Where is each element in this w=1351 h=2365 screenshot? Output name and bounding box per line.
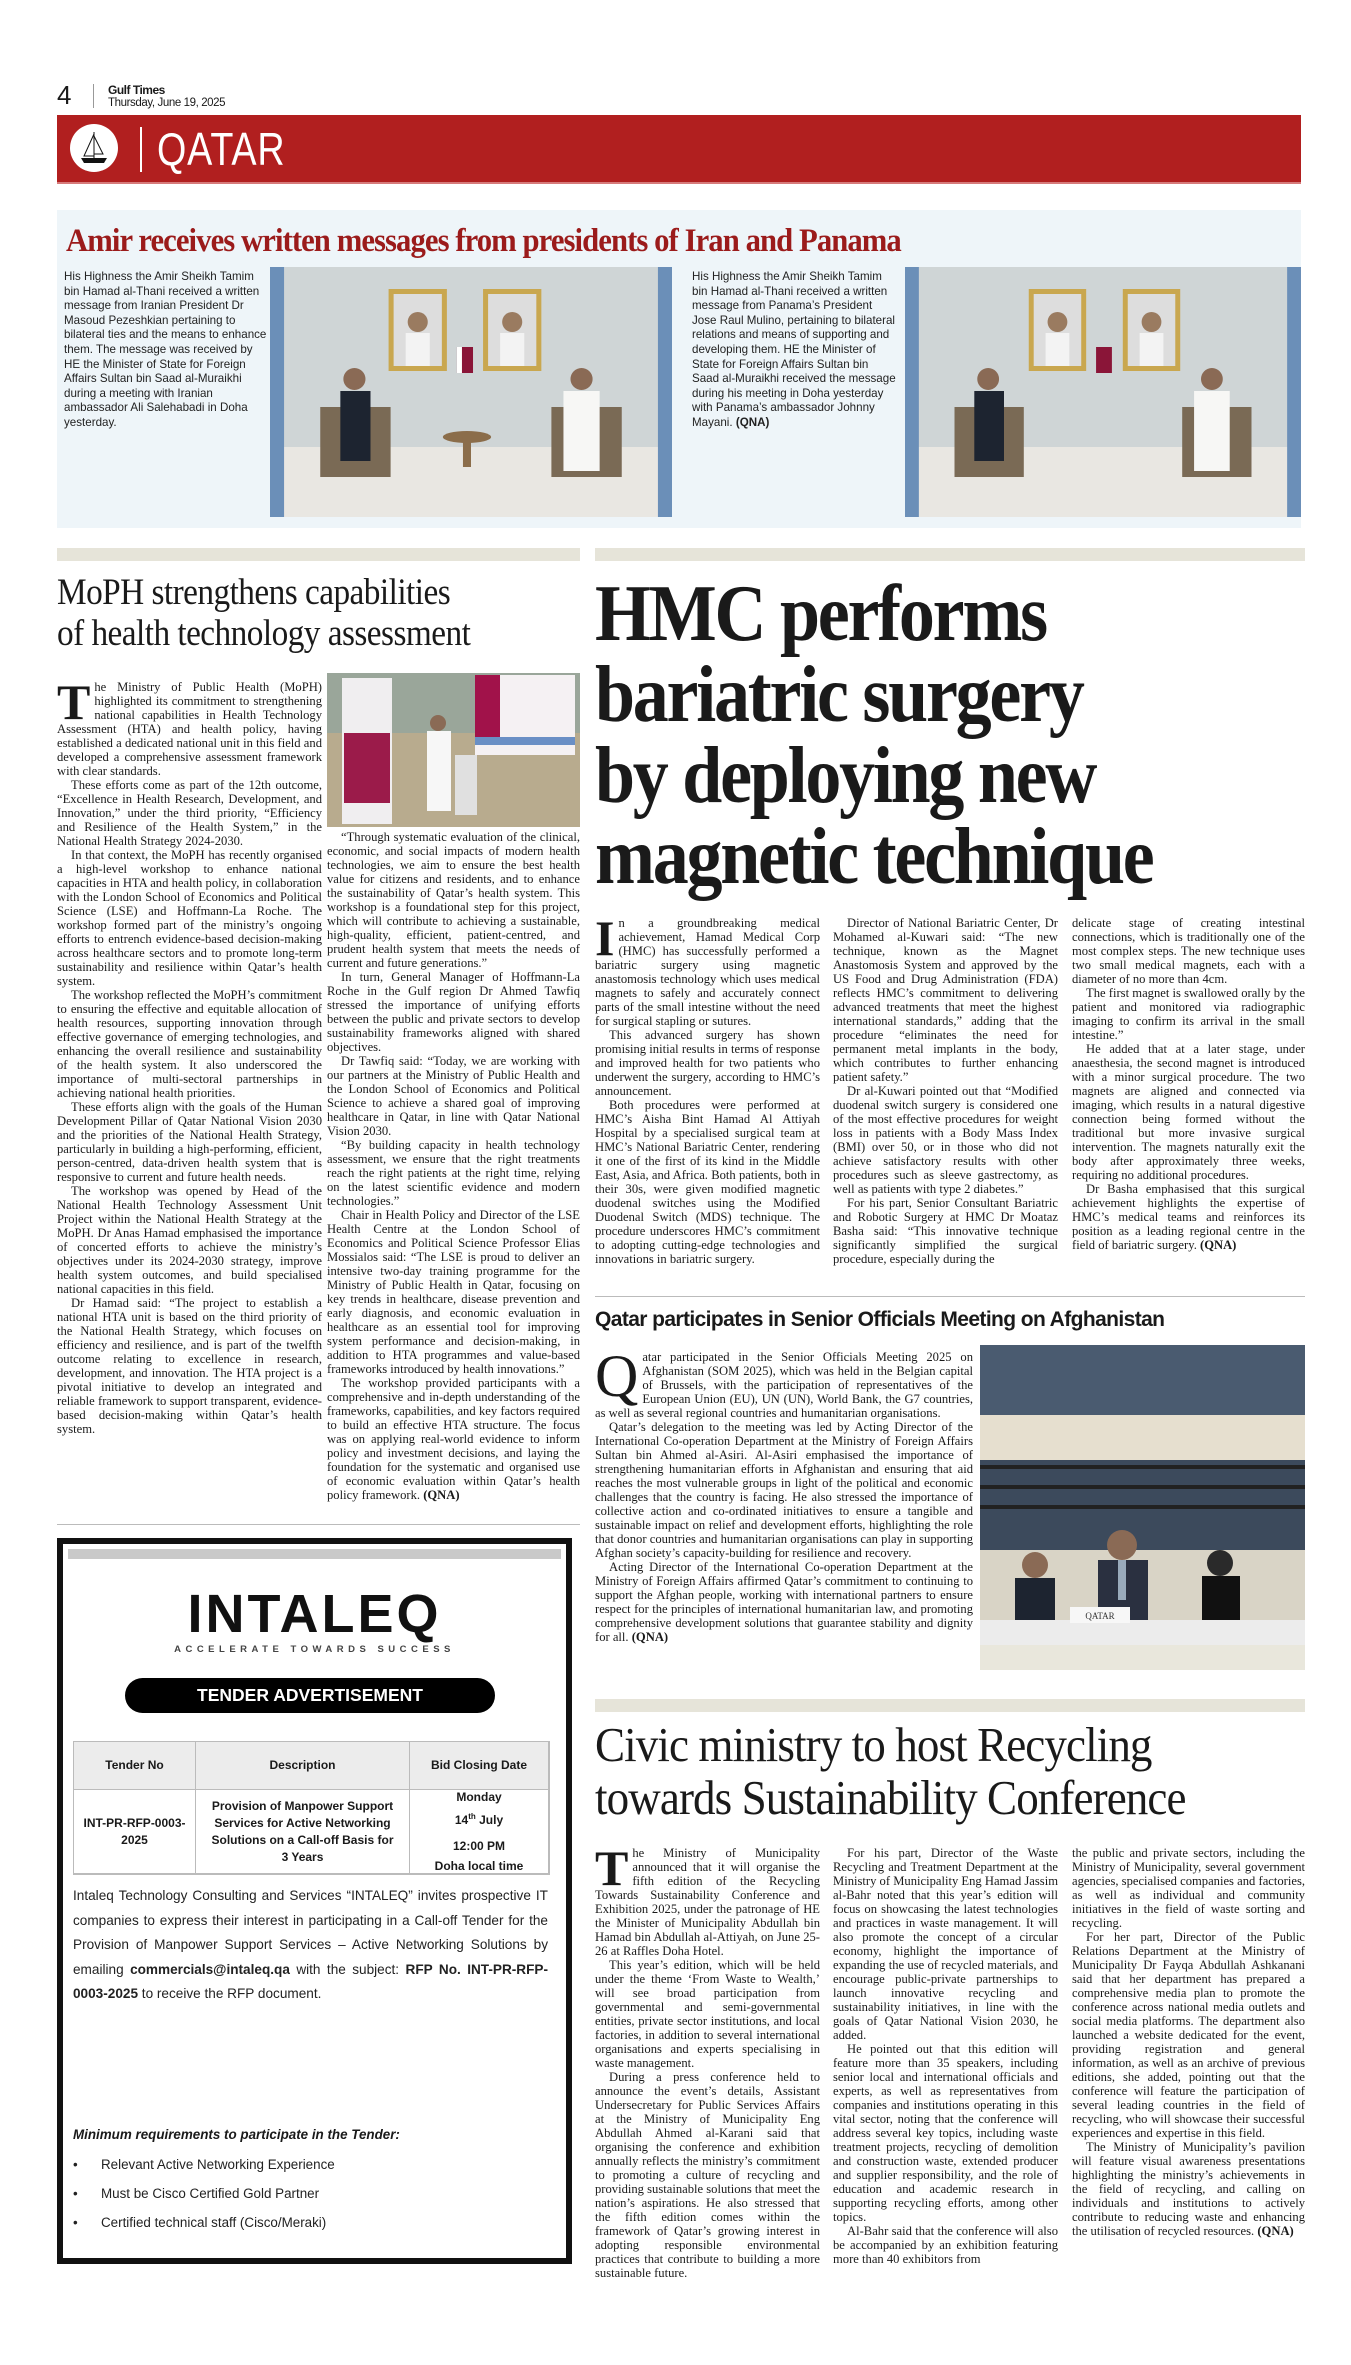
paragraph-text: In turn, General Manager of Hoffmann-La Roche in the Gulf region Dr Ahmed Tawfiq stressed the importance of unifying efforts between the public and private sectors to develop sustainability frameworks aligned with shared objectives.: [327, 970, 580, 1054]
article-text: [327, 830, 580, 1502]
paragraph-text: Qatar’s delegation to the meeting was led by Acting Director of the International Co-operation Department at the Ministry of Foreign Affairs Sultan bin Ahmed al-Asiri. Al-Asiri emphasised the importance of strengthening humanitarian efforts in Afghanistan and ensuring that aid reaches the most vulnerable groups in light of the political and economic challenges that the country is facing. He also stressed the importance of collective action and co-ordinated initiatives to ensure a tangible and sustainable impact on relief and development efforts, highlighting the role that donor countries and humanitarian organisations can play in supporting Afghan society’s capacity-building for resilience and recovery.: [595, 1420, 973, 1560]
paragraph-text: delicate stage of creating intestinal connections, which is traditionally one of the most complex steps. The new technique uses two small medical magnets, each with a diameter of no more than 4cm.: [1072, 916, 1305, 986]
amir-headline: Amir receives written messages from presidents of Iran and Panama: [66, 223, 901, 259]
afghanistan-meeting-photo: [980, 1345, 1305, 1670]
paragraph-text: The Ministry of Municipality’s pavilion will feature visual awareness presentations highlighting the ministry’s achievements in the field of recycling, and calling on individuals and institutions to actively contribute to reducing waste and enhancing the utilisation of recycled resources.: [1072, 2140, 1305, 2238]
article-paragraph: [833, 1084, 1058, 1196]
article-paragraph: [57, 1296, 322, 1436]
recycling-headline-line: towards Sustainability Conference: [595, 1770, 1186, 1825]
bullet-icon: •: [73, 2215, 78, 2230]
recycling-headline: [595, 1718, 1257, 1824]
paragraph-text: atar participated in the Senior Officials Meeting 2025 on Afghanistan (SOM 2025), which was held in the Belgian capital of Brussels, with the participation of representatives of the European Union (EU), UN (UN), World Bank, the G7 countries, as well as several regional countries and humanitarian organisations.: [595, 1350, 973, 1420]
article-paragraph: [833, 2224, 1058, 2266]
section-title: QATAR: [157, 123, 286, 175]
ad-tagline: ACCELERATE TOWARDS SUCCESS: [174, 1644, 455, 1655]
amir-caption-iran: His Highness the Amir Sheikh Tamim bin Hamad al-Thani received a written message from Iranian President Dr Masoud Pezeshkian pertaining to bilateral ties and the means to enhance them. The message was received by HE the Minister of State for Foreign Affairs Sultan bin Saad al-Muraikhi during a meeting with Iranian ambassador Ali Salehabadi in Doha yesterday.: [64, 270, 267, 429]
paragraph-text: Director of National Bariatric Center, Dr Mohamed al-Kuwari said: “The new technique, known as the Magnet Anastomosis System and approved by the US Food and Drug Administration (FDA) reflects HMC’s commitment to delivering advanced treatments that meet the highest international standards,” adding that the procedure “eliminates the need for permanent metal implants in the body, which contributes to further enhancing patient safety.”: [833, 916, 1058, 1084]
article-paragraph: [1072, 1042, 1305, 1182]
article-paragraph: [1072, 916, 1305, 986]
ad-body-part: to receive the RFP document.: [138, 1986, 322, 2001]
bullet-icon: •: [73, 2186, 78, 2201]
section-rule: [57, 1524, 580, 1525]
article-paragraph: [833, 1196, 1058, 1266]
closing-timezone: Doha local time: [434, 1859, 524, 1873]
article-text: [595, 910, 820, 1266]
paragraph-text: For her part, Director of the Public Relations Department at the Ministry of Municipality Dr Fayqa Abdullah Ashkanani said that her department has prepared a comprehensive media plan to promote the conference across national media outlets and social media platforms. The department also launched a website dedicated for the event, providing registration and general information, as well as an archive of previous editions, she added, pointing out that the conference will feature the participation of several leading countries in the field of recycling, who will showcase their successful experiences and expertise in this field.: [1072, 1930, 1305, 2140]
masthead-divider: [93, 84, 94, 108]
article-paragraph: [57, 988, 322, 1100]
requirement-item: [73, 2215, 326, 2230]
closing-date-cell: [410, 1790, 549, 1874]
paragraph-text: n a groundbreaking medical achievement, Hamad Medical Corp (HMC) has successfully performed a bariatric surgery using magnetic anastomosis technology which uses medical magnets to safely and accurately connect parts of the small intestine without the need for surgical stapling or sutures.: [595, 916, 820, 1028]
article-paragraph: [327, 1208, 580, 1376]
article-paragraph: [595, 1840, 820, 1958]
moph-headline: [57, 572, 534, 654]
closing-time: 12:00 PM: [452, 1839, 506, 1853]
paragraph-text: he Ministry of Municipality announced that it will organise the fifth edition of the Recycling Towards Sustainability Conference and Exhibition 2025, under the patronage of HE the Minister of Municipality Abdullah bin Hamad bin Abdullah al-Attiyah, on June 25-26 at Raffles Doha Hotel.: [595, 1846, 820, 1958]
tender-advertisement: [57, 1538, 572, 2264]
article-text: [595, 1840, 820, 2280]
article-paragraph: [57, 1184, 322, 1296]
banner-divider: [140, 127, 142, 172]
amir-photo-panama: [905, 267, 1301, 517]
article-paragraph: [595, 1028, 820, 1098]
ad-body-text: [73, 1884, 548, 2007]
ad-body-part: with the subject:: [289, 1961, 406, 1977]
article-paragraph: [595, 1958, 820, 2070]
closing-date-suffix: th: [468, 1812, 476, 1821]
article-text: [57, 674, 322, 1436]
paragraph-text: Dr Tawfiq said: “Today, we are working with our partners at the Ministry of Public Health and the London School of Economics and Political Science to achieve a shared goal of improving healthcare in Qatar, in line with Qatar National Vision 2030.: [327, 1054, 580, 1138]
amir-caption-panama: [692, 270, 897, 431]
tender-number-cell: INT-PR-RFP-0003-2025: [74, 1790, 196, 1874]
requirement-item: [73, 2186, 319, 2201]
amir-story: [57, 210, 1301, 528]
moph-headline-line: of health technology assessment: [57, 613, 471, 654]
drop-cap: T: [57, 674, 91, 730]
closing-date-number: 14: [454, 1813, 469, 1827]
recycling-column-3: [1072, 1846, 1305, 2238]
intaleq-logo: INTALEQ: [187, 1584, 442, 1644]
paragraph-text: In that context, the MoPH has recently organised a high-level workshop to enhance national capacities in HTA and health policy, in collaboration with the London School of Economics and Political Science (LSE) and Hoffmann-La Roche. The workshop formed part of the ministry’s ongoing efforts to entrench evidence-based decision-making across healthcare sectors and to promote long-term sustainability and resilience within Qatar’s health system.: [57, 848, 322, 988]
paragraph-text: Both procedures were performed at HMC’s Aisha Bint Hamad Al Attiyah Hospital by a specialised surgical team at HMC’s National Bariatric Center, rendering it one of the first of its kind in the Middle East, Asia, and Africa. Both patients, both in their 30s, were given modified magnetic duodenal switches using the Modified Duodenal Switch (MDS) technique. The procedure underscores HMC’s commitment to adopting cutting-edge technologies and innovations in bariatric surgery.: [595, 1098, 820, 1266]
paragraph-text: He pointed out that this edition will feature more than 35 speakers, including senior local and international officials and experts, as well as representatives from companies and institutions operating in this vital sector, noting that the conference will address several key topics, including waste treatment projects, recycling of demolition and construction waste, extended producer and supplier responsibility, and the role of education and academic research in supporting recycling efforts, among other topics.: [833, 2042, 1058, 2224]
hmc-column-3: [1072, 916, 1305, 1252]
drop-cap: Q: [595, 1343, 639, 1409]
hmc-column-1: [595, 910, 820, 1266]
paragraph-text: Al-Bahr said that the conference will also be accompanied by an exhibition featuring more than 40 exhibitors from: [833, 2224, 1058, 2266]
amir-photo-iran: [270, 267, 672, 517]
article-paragraph: [57, 1100, 322, 1184]
closing-month: July: [479, 1813, 504, 1827]
afghanistan-body: [595, 1343, 973, 1644]
qna-credit: (QNA): [1200, 1238, 1237, 1252]
recycling-headline-line: Civic ministry to host Recycling: [595, 1717, 1152, 1772]
paragraph-text: For his part, Senior Consultant Bariatric and Robotic Surgery at HMC Dr Moataz Basha said: “This innovative technique significantly simplified the surgical procedure, especially during the: [833, 1196, 1058, 1266]
paragraph-text: Dr al-Kuwari pointed out that “Modified duodenal switch surgery is considered one of the most effective procedures for weight loss in patients with a Body Mass Index (BMI) over 50, or in those who did not achieve satisfactory results with other procedures such as sleeve gastrectomy, as well as patients with type 2 diabetes.”: [833, 1084, 1058, 1196]
article-text: [1072, 916, 1305, 1252]
article-paragraph: [57, 778, 322, 848]
paragraph-text: These efforts align with the goals of the Human Development Pillar of Qatar National Vision 2030 and the priorities of the National Health Strategy, particularly in building a high-performing, efficient, person-centred, data-driven health system that is responsive to current and future health needs.: [57, 1100, 322, 1184]
closing-date: [455, 1807, 503, 1830]
drop-cap: T: [595, 1840, 629, 1896]
bullet-icon: •: [73, 2157, 78, 2172]
section-rule: [595, 1296, 1305, 1297]
moph-column-2: [327, 830, 580, 1502]
article-text: [1072, 1846, 1305, 2238]
issue-date: Thursday, June 19, 2025: [108, 97, 226, 109]
paragraph-text: The workshop provided participants with a comprehensive and in-depth understanding of the frameworks, capabilities, and key factors required to build an effective HTA structure. The focus was on applying real-world evidence to inform policy and investment decisions, and laying the foundation for the systematic and organised use of economic evaluation within Qatar’s health policy framework.: [327, 1376, 580, 1502]
section-divider-bar: [595, 1699, 1305, 1712]
requirement-item: [73, 2157, 335, 2172]
section-divider-bar: [595, 548, 1305, 561]
requirement-text: Certified technical staff (Cisco/Meraki): [101, 2215, 327, 2230]
article-paragraph: [1072, 1846, 1305, 1930]
paragraph-text: The first magnet is swallowed orally by the patient and monitored via radiographic imaging to confirm its arrival in the small intestine.”: [1072, 986, 1305, 1042]
paragraph-text: He added that at a later stage, under anaesthesia, the second magnet is introduced with a minor surgical procedure. The two magnets are aligned and connected via imaging, which results in a natural digestive connection being formed without the traditional but more invasive surgical intervention. The magnets naturally exit the body after approximately three weeks, requiring no additional procedures.: [1072, 1042, 1305, 1182]
paragraph-text: Acting Director of the International Co-operation Department at the Ministry of Foreign Affairs affirmed Qatar’s commitment to continuing to support the Afghan people, working with international partners to ensure respect for the principles of international humanitarian law, and promoting comprehensive development solutions that guarantee stability and dignity for all.: [595, 1560, 973, 1644]
paragraph-text: “Through systematic evaluation of the clinical, economic, and social impacts of modern health technologies, we aim to ensure the best health value for citizens and residents, and to enhance the sustainability of Qatar’s health system. This workshop is a foundational step for this project, which will contribute to achieving a sustainable, high-quality, efficient, patient-centred, and prudent health system that meets the needs of current and future generations.”: [327, 830, 580, 970]
photo-placard-text: QATAR: [1085, 1611, 1115, 1621]
section-banner: [57, 115, 1301, 184]
article-paragraph: [327, 970, 580, 1054]
article-paragraph: [327, 1138, 580, 1208]
article-paragraph: [57, 674, 322, 778]
paragraph-text: the public and private sectors, including the Ministry of Municipality, several government agencies, specialised companies and factories, as well as individual and community initiatives in the field of waste sorting and recycling.: [1072, 1846, 1305, 1930]
paragraph-text: For his part, Director of the Waste Recycling and Treatment Department at the Ministry of Municipality Eng Hamad Jassim al-Bahr noted that this year’s edition will focus on showcasing the latest technologies and practices in waste management. It will also promote the concept of a circular economy, highlight the importance of expanding the use of recycled materials, and encourage public-private partnerships to launch innovative recycling and sustainability initiatives, in line with the goals of Qatar National Vision 2030, he added.: [833, 1846, 1058, 2042]
qna-credit: (QNA): [1257, 2224, 1294, 2238]
qna-credit: (QNA): [631, 1630, 669, 1644]
dhow-boat-icon: [70, 124, 118, 172]
requirements-title: Minimum requirements to participate in the Tender:: [73, 2127, 400, 2142]
article-paragraph: [595, 1343, 973, 1420]
ad-email-link[interactable]: commercials@intaleq.qa: [130, 1961, 290, 1977]
tender-description-cell: Provision of Manpower Support Services for Active Networking Solutions on a Call-off Basis for 3 Years: [196, 1790, 410, 1874]
paragraph-text: This year’s edition, which will be held under the theme ‘From Waste to Wealth,’ will see broad participation from governmental and semi-governmental entities, private sector institutions, and local factories, in addition to several international organisations and experts specialising in waste management.: [595, 1958, 820, 2070]
article-text: [833, 916, 1058, 1266]
hmc-headline-line: by deploying new: [595, 732, 1096, 820]
closing-day: Monday: [456, 1790, 502, 1804]
amir-caption-panama-text: His Highness the Amir Sheikh Tamim bin Hamad al-Thani received a written message from Panama’s President Jose Raul Mulino, pertaining to bilateral relations and means of supporting and developing them. HE the Minister of State for Foreign Affairs Sultan bin Saad al-Muraikhi received the message during his meeting in Doha yesterday with Panama’s ambassador Johnny Mayani.: [692, 270, 896, 429]
paragraph-text: Dr Basha emphasised that this surgical achievement highlights the expertise of HMC’s medical teams and reinforces its position as a leading regional centre in the field of bariatric surgery.: [1072, 1182, 1305, 1252]
article-text: [833, 1846, 1058, 2266]
ad-top-stripe: [68, 1549, 561, 1559]
table-header: Description: [196, 1742, 410, 1790]
hmc-headline-line: HMC performs: [595, 570, 1046, 658]
paragraph-text: “By building capacity in health technology assessment, we ensure that the right treatments reach the right patients at the right time, relying on the latest scientific evidence and modern technologies.”: [327, 1138, 580, 1208]
paragraph-text: These efforts come as part of the 12th outcome, “Excellence in Health Research, Development, and Innovation,” under the third priority, “Efficiency and Resilience of the Health System,” in the National Health Strategy 2024-2030.: [57, 778, 322, 848]
article-paragraph: [327, 1376, 580, 1502]
article-paragraph: [595, 1420, 973, 1560]
qna-credit: (QNA): [735, 415, 770, 429]
ad-title: TENDER ADVERTISEMENT: [125, 1678, 495, 1713]
article-paragraph: [833, 2042, 1058, 2224]
drop-cap: I: [595, 910, 615, 966]
article-paragraph: [595, 910, 820, 1028]
recycling-column-2: [833, 1846, 1058, 2266]
requirement-text: Relevant Active Networking Experience: [101, 2157, 335, 2172]
article-paragraph: [833, 916, 1058, 1084]
afghanistan-headline: Qatar participates in Senior Officials Meeting on Afghanistan: [595, 1308, 1165, 1331]
article-paragraph: [1072, 1930, 1305, 2140]
article-paragraph: [327, 830, 580, 970]
qna-credit: (QNA): [423, 1488, 460, 1502]
section-divider-bar: [57, 548, 580, 561]
newspaper-name: Gulf Times: [108, 83, 165, 97]
table-header: Bid Closing Date: [410, 1742, 549, 1790]
article-paragraph: [595, 1098, 820, 1266]
article-paragraph: [327, 1054, 580, 1138]
ad-rfp-number: RFP No. INT-PR-RFP-0003-2025: [73, 1961, 549, 2001]
article-paragraph: [833, 1846, 1058, 2042]
paragraph-text: The workshop was opened by Head of the National Health Technology Assessment Unit Project within the National Health Strategy at the MoPH. Dr Anas Hamad emphasised the importance of concerted efforts to achieve the ministry’s objectives under its 2024-2030 strategy, improve health system outcomes, and build specialised national capacities in this field.: [57, 1184, 322, 1296]
hmc-column-2: [833, 916, 1058, 1266]
article-paragraph: [57, 848, 322, 988]
article-paragraph: [1072, 1182, 1305, 1252]
hmc-headline-line: magnetic technique: [595, 813, 1153, 901]
moph-column-1: [57, 674, 322, 1436]
article-text: [595, 1343, 973, 1644]
recycling-column-1: [595, 1840, 820, 2280]
paragraph-text: This advanced surgery has shown promising initial results in terms of response and improved health for two patients who underwent the surgery, according to HMC’s announcement.: [595, 1028, 820, 1098]
requirement-text: Must be Cisco Certified Gold Partner: [101, 2186, 320, 2201]
article-paragraph: [595, 1560, 973, 1644]
moph-headline-line: MoPH strengthens capabilities: [57, 572, 451, 613]
tender-table: [73, 1741, 550, 1875]
article-paragraph: [1072, 2140, 1305, 2238]
hmc-headline: [595, 570, 1243, 901]
ad-body-part: Intaleq Technology Consulting and Services “INTALEQ” invites prospective IT companies to express their interest in participating in a Call-off Tender for the Provision of Manpower Support Services – Active Networking Solutions by emailing: [73, 1888, 548, 1977]
paragraph-text: Dr Hamad said: “The project to establish a national HTA unit is based on the third priority of the National Health Strategy, which focuses on efficiency and resilience, and is part of the twelfth outcome relating to excellence in research, development, and innovation. The HTA project is a pivotal initiative to develop an integrated and reliable framework to support transparent, evidence-based decision-making within Qatar’s health system.: [57, 1296, 322, 1436]
article-paragraph: [595, 2070, 820, 2280]
table-header: Tender No: [74, 1742, 196, 1790]
paragraph-text: he Ministry of Public Health (MoPH) highlighted its commitment to strengthening national capabilities in Health Technology Assessment (HTA) and health policy, having established a dedicated national unit in this field and developed a comprehensive assessment framework with clear standards.: [57, 680, 322, 778]
hmc-headline-line: bariatric surgery: [595, 651, 1083, 739]
article-paragraph: [1072, 986, 1305, 1042]
paragraph-text: Chair in Health Policy and Director of the LSE Health Centre at the London School of Economics and Political Science Professor Elias Mossialos said: “The LSE is proud to deliver an intensive two-day training programme for the Ministry of Public Health in Qatar, focusing on key trends in healthcare, disease prevention and early diagnosis, and economic evaluation in healthcare as an essential tool for improving system performance and decision-making, in addition to HTA programmes and value-based frameworks introduced by health innovations.”: [327, 1208, 580, 1376]
moph-workshop-photo: [327, 673, 580, 827]
paragraph-text: During a press conference held to announce the event’s details, Assistant Undersecretary for Public Services Affairs at the Ministry of Municipality Eng Abdullah Ahmed al-Karani said that organising the conference and exhibition annually reflects the ministry’s commitment to promoting a culture of recycling and providing sustainable solutions that meet the nation’s aspirations. He also stressed that the fifth edition comes within the framework of Qatar’s growing interest in adopting responsible environmental practices that contribute to building a more sustainable future.: [595, 2070, 820, 2280]
paragraph-text: The workshop reflected the MoPH’s commitment to ensuring the effective and equitable allocation of health resources, supporting innovation through effective governance of emerging technologies, and enhancing the overall resilience and sustainability of the health system. It also underscored the importance of multi-sectoral partnerships in achieving national health priorities.: [57, 988, 322, 1100]
page-number: 4: [57, 80, 72, 110]
